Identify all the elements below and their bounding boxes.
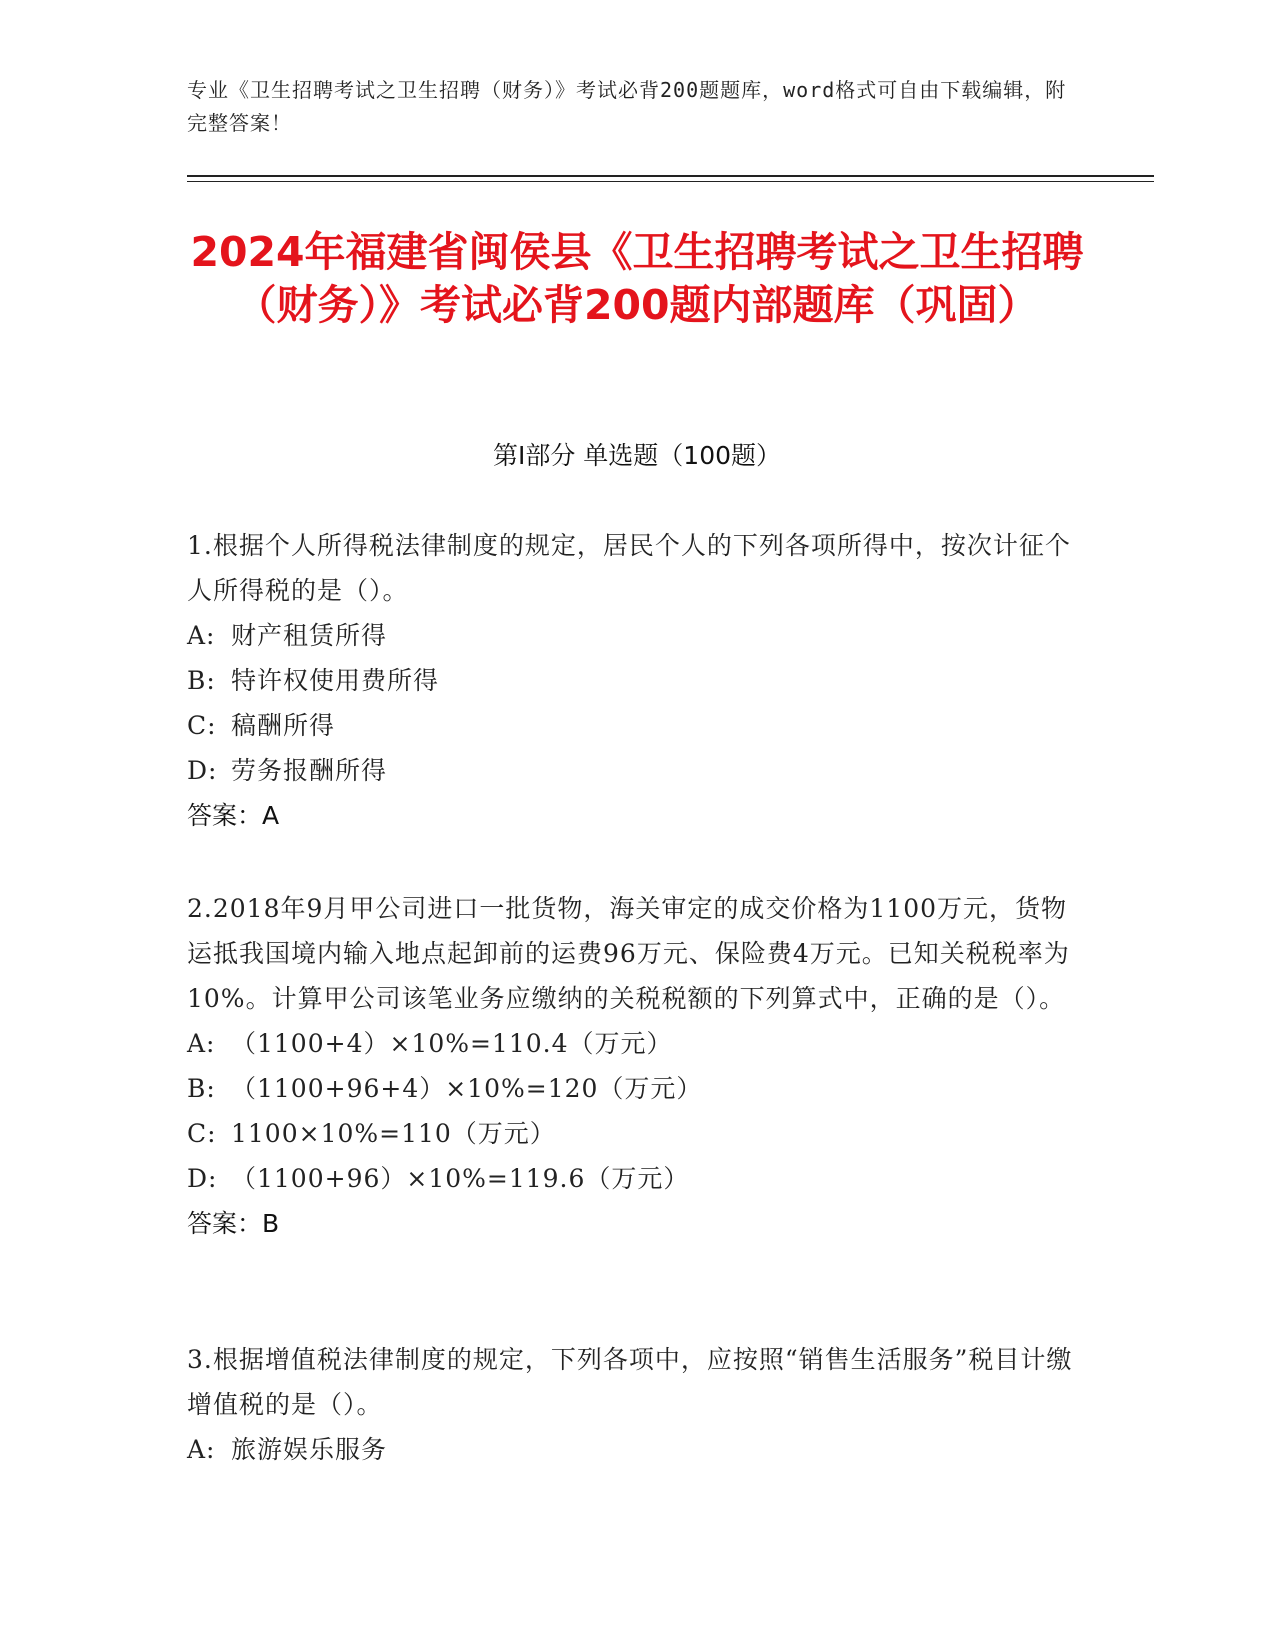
option-c <box>187 1111 1087 1156</box>
option-text: （1100+4）×10%=110.4（万元） <box>231 1029 673 1058</box>
question-3 <box>187 1337 1087 1472</box>
option-b <box>187 658 1087 703</box>
option-c <box>187 703 1087 748</box>
option-a <box>187 1427 1087 1472</box>
option-key: A: <box>187 1435 216 1464</box>
header-divider-thick <box>187 175 1154 177</box>
option-key: B: <box>187 1074 216 1103</box>
option-key: A: <box>187 621 216 650</box>
header-divider-thin <box>187 181 1154 182</box>
option-text: （1100+96+4）×10%=120（万元） <box>231 1074 703 1103</box>
question-text: 2.2018年9月甲公司进口一批货物，海关审定的成交价格为1100万元，货物运抵我国境内输入地点起卸前的运费96万元、保险费4万元。已知关税税率为10%。计算甲公司该笔业务应缴纳的关税税额的下列算式中，正确的是（）。 <box>187 894 1070 1013</box>
option-a <box>187 613 1087 658</box>
option-text: 旅游娱乐服务 <box>231 1435 388 1464</box>
option-key: D: <box>187 1164 218 1193</box>
document-title: 2024年福建省闽侯县《卫生招聘考试之卫生招聘（财务）》考试必背200题内部题库（巩固） <box>190 228 1084 329</box>
option-key: B: <box>187 666 216 695</box>
option-b <box>187 1066 1087 1111</box>
option-text: 财产租赁所得 <box>231 621 388 650</box>
option-text: 稿酬所得 <box>231 711 336 740</box>
option-key: C: <box>187 711 217 740</box>
option-key: D: <box>187 756 218 785</box>
option-text: 特许权使用费所得 <box>231 666 440 695</box>
option-text: 1100×10%=110（万元） <box>231 1119 556 1148</box>
option-text: 劳务报酬所得 <box>231 756 388 785</box>
answer: 答案：A <box>187 801 280 830</box>
option-d <box>187 748 1087 793</box>
question-text: 1.根据个人所得税法律制度的规定，居民个人的下列各项所得中，按次计征个人所得税的是（）。 <box>187 531 1071 605</box>
question-2 <box>187 886 1087 1246</box>
header-note: 专业《卫生招聘考试之卫生招聘（财务）》考试必背200题题库，word格式可自由下载编辑，附完整答案！ <box>187 78 1067 135</box>
option-text: （1100+96）×10%=119.6（万元） <box>231 1164 690 1193</box>
question-1 <box>187 523 1087 838</box>
option-key: C: <box>187 1119 217 1148</box>
option-a <box>187 1021 1087 1066</box>
option-d <box>187 1156 1087 1201</box>
option-key: A: <box>187 1029 216 1058</box>
section-title: 第I部分 单选题（100题） <box>492 441 782 470</box>
question-text: 3.根据增值税法律制度的规定，下列各项中，应按照“销售生活服务”税目计缴增值税的是（）。 <box>187 1345 1073 1419</box>
answer: 答案：B <box>187 1209 280 1238</box>
